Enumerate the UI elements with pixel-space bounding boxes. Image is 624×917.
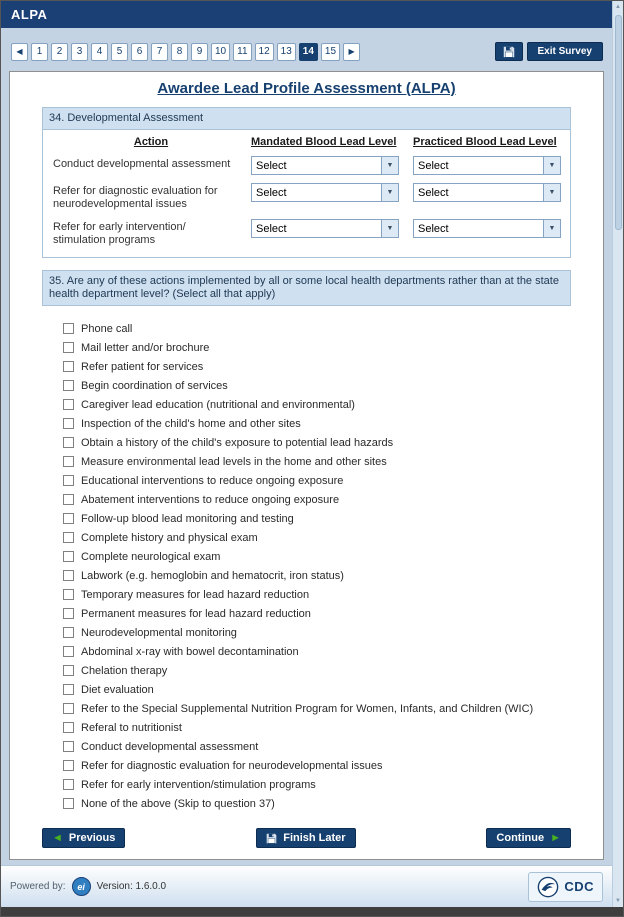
option-label: Measure environmental lead levels in the home and other sites xyxy=(81,455,387,468)
option-label: Refer to the Special Supplemental Nutrition Program for Women, Infants, and Children (WIC) xyxy=(81,702,534,715)
option-checkbox[interactable] xyxy=(63,437,74,448)
save-button[interactable] xyxy=(495,42,523,61)
option-checkbox[interactable] xyxy=(63,798,74,809)
vertical-scrollbar[interactable] xyxy=(612,1,623,907)
page-button[interactable]: 4 xyxy=(91,43,108,61)
option-label: Obtain a history of the child's exposure to potential lead hazards xyxy=(81,436,394,449)
page-button[interactable]: 8 xyxy=(171,43,188,61)
option-label: Phone call xyxy=(81,322,133,335)
footer-bar xyxy=(1,865,612,907)
checkbox-option[interactable] xyxy=(63,718,571,737)
question-34-body xyxy=(42,130,571,258)
practiced-level-select[interactable] xyxy=(413,219,561,238)
checkbox-option[interactable] xyxy=(63,414,571,433)
page-button[interactable]: 11 xyxy=(233,43,251,61)
checkbox-option[interactable] xyxy=(63,528,571,547)
scroll-down-icon[interactable]: ▼ xyxy=(615,898,621,904)
checkbox-option[interactable] xyxy=(63,794,571,813)
previous-button[interactable] xyxy=(42,828,125,848)
option-checkbox[interactable] xyxy=(63,475,74,486)
option-checkbox[interactable] xyxy=(63,380,74,391)
scrollbar-thumb[interactable] xyxy=(615,15,622,230)
page-button[interactable]: 2 xyxy=(51,43,68,61)
option-checkbox[interactable] xyxy=(63,627,74,638)
option-checkbox[interactable] xyxy=(63,646,74,657)
mandated-level-select[interactable] xyxy=(251,156,399,175)
question-34-section xyxy=(42,107,571,258)
version-label: Version: 1.6.0.0 xyxy=(96,881,167,892)
option-label: Caregiver lead education (nutritional and environmental) xyxy=(81,398,355,411)
pagination-bar xyxy=(11,42,603,61)
finish-later-label: Finish Later xyxy=(283,832,346,844)
dropdown-arrow-icon[interactable]: ▼ xyxy=(543,220,560,237)
select-value: Select xyxy=(256,159,287,172)
assessment-row xyxy=(51,183,562,211)
option-checkbox[interactable] xyxy=(63,399,74,410)
option-label: Refer for early intervention/stimulation programs xyxy=(81,778,316,791)
checkbox-option[interactable] xyxy=(63,357,571,376)
checkbox-option[interactable] xyxy=(63,680,571,699)
question-35-section xyxy=(42,270,571,813)
option-checkbox[interactable] xyxy=(63,665,74,676)
option-checkbox[interactable] xyxy=(63,361,74,372)
option-checkbox[interactable] xyxy=(63,494,74,505)
option-checkbox[interactable] xyxy=(63,532,74,543)
checkbox-option[interactable] xyxy=(63,490,571,509)
action-label: Refer for diagnostic evaluation for neurodevelopmental issues xyxy=(53,185,218,210)
exit-survey-button[interactable]: Exit Survey xyxy=(527,42,603,61)
option-label: Refer for diagnostic evaluation for neurodevelopmental issues xyxy=(81,759,383,772)
dropdown-arrow-icon[interactable]: ▼ xyxy=(381,157,398,174)
option-label: Abdominal x-ray with bowel decontamination xyxy=(81,645,299,658)
option-label: Complete history and physical exam xyxy=(81,531,258,544)
option-label: Chelation therapy xyxy=(81,664,168,677)
page-button[interactable]: 14 xyxy=(299,43,318,61)
assessment-row xyxy=(51,219,562,247)
option-label: Begin coordination of services xyxy=(81,379,228,392)
mandated-level-select[interactable] xyxy=(251,219,399,238)
checkbox-option[interactable] xyxy=(63,585,571,604)
option-checkbox[interactable] xyxy=(63,551,74,562)
dropdown-arrow-icon[interactable]: ▼ xyxy=(381,184,398,201)
checkbox-option[interactable] xyxy=(63,471,571,490)
checkbox-option[interactable] xyxy=(63,661,571,680)
continue-button[interactable] xyxy=(486,828,571,848)
checkbox-option[interactable] xyxy=(63,433,571,452)
option-label: Inspection of the child's home and other sites xyxy=(81,417,301,430)
checkbox-option[interactable] xyxy=(63,604,571,623)
option-label: Abatement interventions to reduce ongoing exposure xyxy=(81,493,340,506)
select-value: Select xyxy=(418,159,449,172)
checkbox-option[interactable] xyxy=(63,775,571,794)
checkbox-option[interactable] xyxy=(63,376,571,395)
option-label: Refer patient for services xyxy=(81,360,204,373)
assessment-row xyxy=(51,156,562,175)
select-value: Select xyxy=(418,186,449,199)
option-label: Mail letter and/or brochure xyxy=(81,341,210,354)
survey-nav xyxy=(42,828,571,848)
option-checkbox[interactable] xyxy=(63,703,74,714)
app-title: ALPA xyxy=(11,7,48,22)
select-value: Select xyxy=(418,222,449,235)
checkbox-option[interactable] xyxy=(63,756,571,775)
option-checkbox[interactable] xyxy=(63,741,74,752)
column-header-mandated: Mandated Blood Lead Level xyxy=(251,136,397,148)
page-button[interactable]: 6 xyxy=(131,43,148,61)
powered-by-label: Powered by: xyxy=(10,881,66,892)
practiced-level-select[interactable] xyxy=(413,183,561,202)
checkbox-option[interactable] xyxy=(63,566,571,585)
ei-logo: ei xyxy=(72,877,91,896)
pagination-actions xyxy=(495,42,603,61)
action-label: Refer for early intervention/ stimulation programs xyxy=(53,221,186,246)
option-label: Referal to nutritionist xyxy=(81,721,182,734)
column-header-practiced: Practiced Blood Lead Level xyxy=(413,136,557,148)
option-checkbox[interactable] xyxy=(63,570,74,581)
checkbox-option[interactable] xyxy=(63,737,571,756)
checkbox-option[interactable] xyxy=(63,452,571,471)
column-header-action: Action xyxy=(133,136,169,148)
agency-logos xyxy=(528,872,603,902)
save-icon xyxy=(266,833,277,844)
checkbox-option[interactable] xyxy=(63,338,571,357)
checkbox-option[interactable] xyxy=(63,699,571,718)
previous-label: Previous xyxy=(68,832,116,844)
survey-panel xyxy=(9,71,604,860)
checkbox-option[interactable] xyxy=(63,395,571,414)
cdc-logo: CDC xyxy=(564,879,594,894)
page-button[interactable]: 13 xyxy=(277,43,296,61)
select-value: Select xyxy=(256,222,287,235)
option-checkbox[interactable] xyxy=(63,760,74,771)
page-title: Awardee Lead Profile Assessment (ALPA) xyxy=(157,80,456,97)
option-label: Complete neurological exam xyxy=(81,550,221,563)
question-35-body xyxy=(42,306,571,813)
option-label: Follow-up blood lead monitoring and testing xyxy=(81,512,294,525)
dropdown-arrow-icon[interactable]: ▼ xyxy=(543,157,560,174)
option-checkbox[interactable] xyxy=(63,608,74,619)
option-label: Labwork (e.g. hemoglobin and hematocrit, iron status) xyxy=(81,569,344,582)
page-button[interactable]: 3 xyxy=(71,43,88,61)
option-checkbox[interactable] xyxy=(63,456,74,467)
page-button[interactable]: 5 xyxy=(111,43,128,61)
page-button[interactable]: 12 xyxy=(255,43,274,61)
hhs-logo xyxy=(537,876,559,898)
mandated-level-select[interactable] xyxy=(251,183,399,202)
option-label: Temporary measures for lead hazard reduction xyxy=(81,588,310,601)
option-checkbox[interactable] xyxy=(63,513,74,524)
option-label: Permanent measures for lead hazard reduction xyxy=(81,607,311,620)
page-button[interactable]: 10 xyxy=(211,43,230,61)
q34-column-headers xyxy=(51,136,562,156)
option-checkbox[interactable] xyxy=(63,418,74,429)
scroll-up-icon[interactable]: ▲ xyxy=(615,4,621,10)
page-button[interactable]: 15 xyxy=(321,43,340,61)
page-button[interactable]: 1 xyxy=(31,43,48,61)
question-34-header: 34. Developmental Assessment xyxy=(42,107,571,130)
select-value: Select xyxy=(256,186,287,199)
continue-label: Continue xyxy=(496,832,545,844)
option-checkbox[interactable] xyxy=(63,323,74,334)
dropdown-arrow-icon[interactable]: ▼ xyxy=(381,220,398,237)
checkbox-option[interactable] xyxy=(63,319,571,338)
option-label: Conduct developmental assessment xyxy=(81,740,259,753)
page-button[interactable]: 7 xyxy=(151,43,168,61)
practiced-level-select[interactable] xyxy=(413,156,561,175)
finish-later-button[interactable] xyxy=(256,828,355,848)
dropdown-arrow-icon[interactable]: ▼ xyxy=(543,184,560,201)
option-checkbox[interactable] xyxy=(63,684,74,695)
option-label: Neurodevelopmental monitoring xyxy=(81,626,237,639)
option-checkbox[interactable] xyxy=(63,722,74,733)
action-label: Conduct developmental assessment xyxy=(53,158,231,170)
window-bottom-edge xyxy=(1,907,623,916)
save-icon xyxy=(503,46,515,58)
option-checkbox[interactable] xyxy=(63,779,74,790)
page-next-icon[interactable]: ▶ xyxy=(343,43,360,61)
checkbox-option[interactable] xyxy=(63,642,571,661)
page-prev-icon[interactable]: ◀ xyxy=(11,43,28,61)
option-checkbox[interactable] xyxy=(63,589,74,600)
question-35-header: 35. Are any of these actions implemented by all or some local health departments rather than at the state health department level? (Select all that apply) xyxy=(42,270,571,306)
checkbox-option[interactable] xyxy=(63,623,571,642)
checkbox-option[interactable] xyxy=(63,547,571,566)
app-header xyxy=(1,1,612,28)
arrow-right-icon: ► xyxy=(550,831,561,844)
option-label: None of the above (Skip to question 37) xyxy=(81,797,275,810)
option-label: Diet evaluation xyxy=(81,683,154,696)
checkbox-option[interactable] xyxy=(63,509,571,528)
arrow-left-icon: ◄ xyxy=(52,831,63,844)
option-checkbox[interactable] xyxy=(63,342,74,353)
option-label: Educational interventions to reduce ongoing exposure xyxy=(81,474,344,487)
page-button[interactable]: 9 xyxy=(191,43,208,61)
